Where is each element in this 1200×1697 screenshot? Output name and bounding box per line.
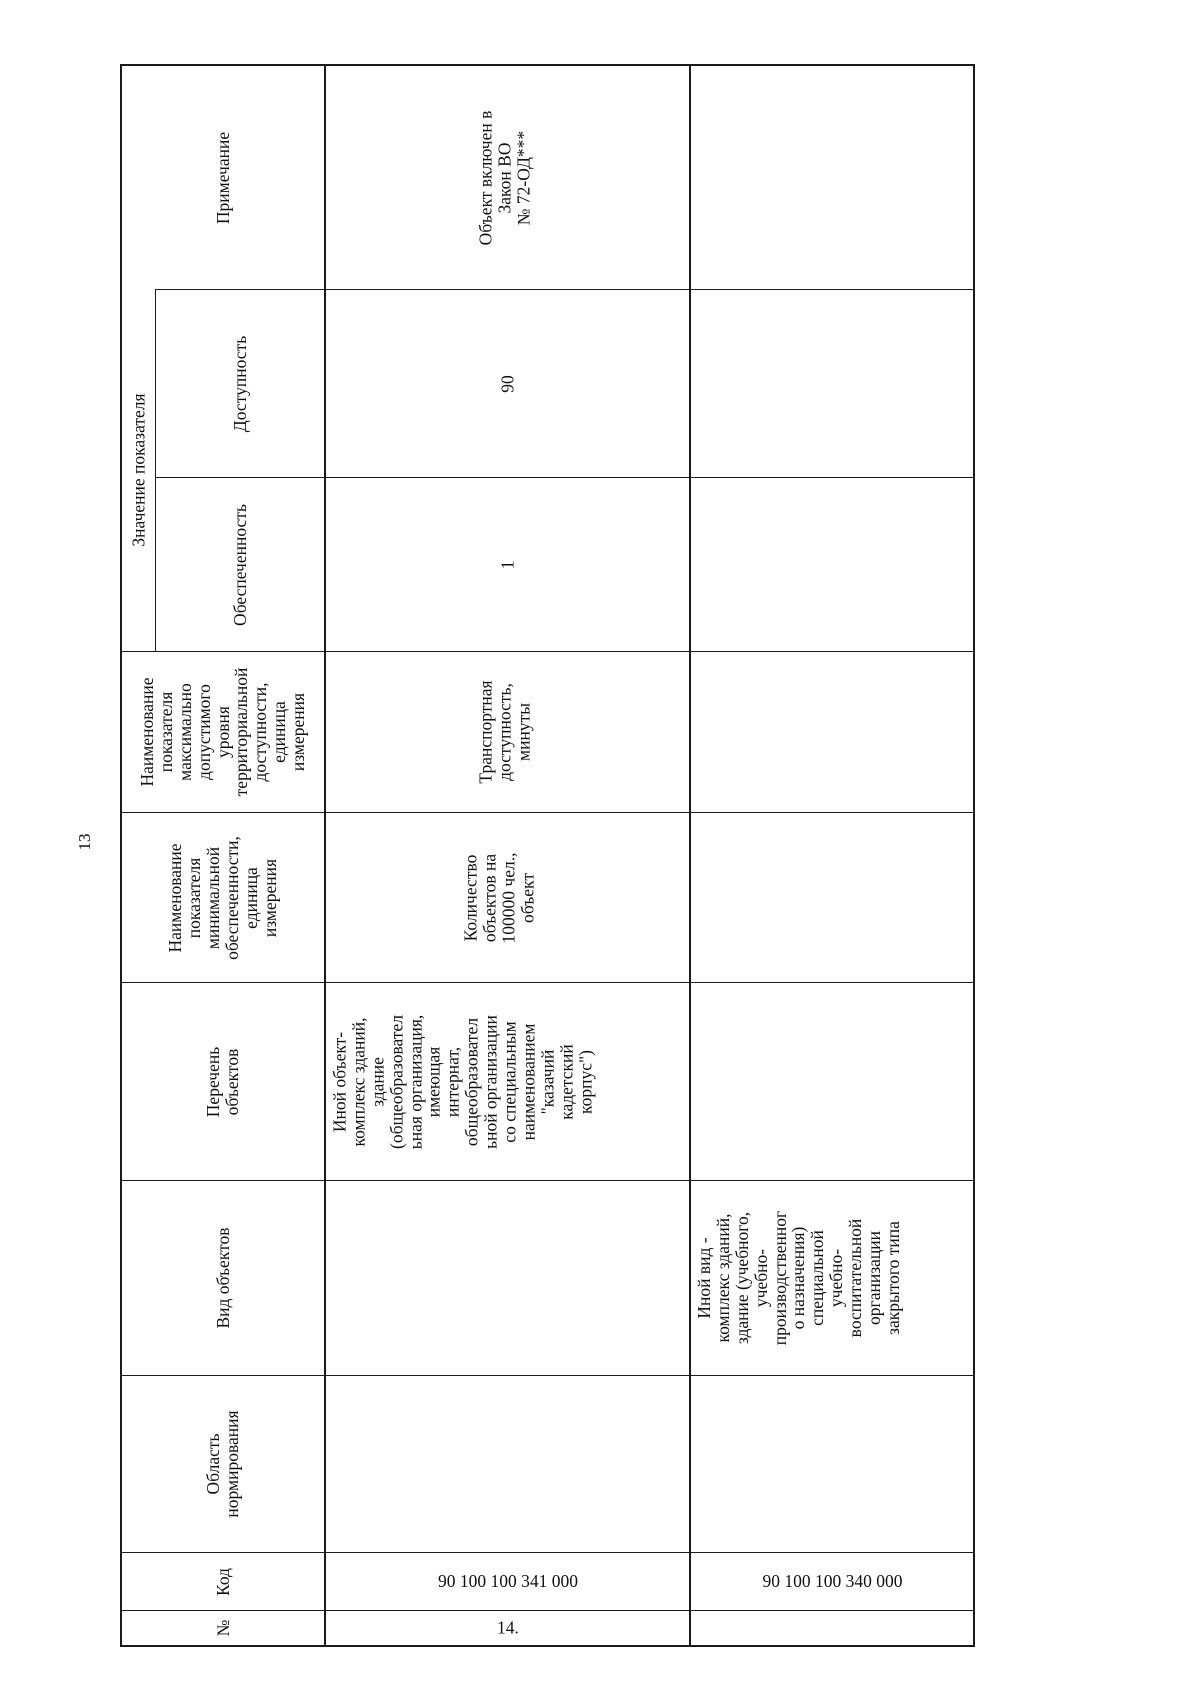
row2-max-access-indicator — [691, 652, 973, 812]
header-value-group: Значение показателя — [128, 393, 149, 547]
header-note: Примечание — [212, 131, 233, 224]
row2-min-supply-indicator — [691, 813, 973, 982]
header-max-access-indicator: Наименование показателя максимально допустимого уровня территориальной доступности, единица измерения — [136, 667, 309, 797]
row1-note: Объект включен в Закон ВО № 72-ОД*** — [475, 110, 533, 245]
row2-supply — [691, 478, 973, 651]
row1-supply: 1 — [497, 560, 518, 569]
header-code: Код — [212, 1567, 233, 1596]
row2-num — [691, 1611, 973, 1645]
header-min-supply-indicator: Наименование показателя минимальной обеспеченности, единица измерения — [165, 835, 280, 960]
row2-access — [691, 290, 973, 477]
header-object-list: Перечень объектов — [203, 1046, 242, 1117]
row1-object-list: Иной объект- комплекс зданий, здание (общеобразовател ьная организация, имеющая интернат, общеобразовател ьной организации со специальным наименованием "казачий кадетский корпус") — [329, 1014, 595, 1149]
row2-area — [691, 1376, 973, 1552]
row1-access: 90 — [497, 374, 518, 393]
header-supply: Обеспеченность — [229, 503, 250, 626]
row1-max-access-indicator: Транспортная доступность, минуты — [475, 680, 533, 784]
page-number: 13 — [75, 833, 94, 851]
header-object-type: Вид объектов — [212, 1227, 233, 1329]
row2-note — [691, 66, 973, 289]
row2-object-type: Иной вид - комплекс зданий, здание (учебного, учебно- производственног о назначения) специальной учебно- воспитательной организации закрытого типа — [694, 1210, 903, 1346]
row2-code: 90 100 100 340 000 — [761, 1571, 902, 1592]
row1-min-supply-indicator: Количество объектов на 100000 чел., объект — [460, 852, 537, 943]
row2-object-list — [691, 983, 973, 1180]
row1-code: 90 100 100 341 000 — [437, 1571, 578, 1592]
header-access: Доступность — [229, 335, 250, 432]
header-num: № — [212, 1619, 233, 1637]
row1-num: 14. — [496, 1617, 519, 1638]
row1-area — [326, 1376, 689, 1552]
row1-object-type — [326, 1181, 689, 1375]
header-area: Область нормирования — [203, 1410, 242, 1518]
